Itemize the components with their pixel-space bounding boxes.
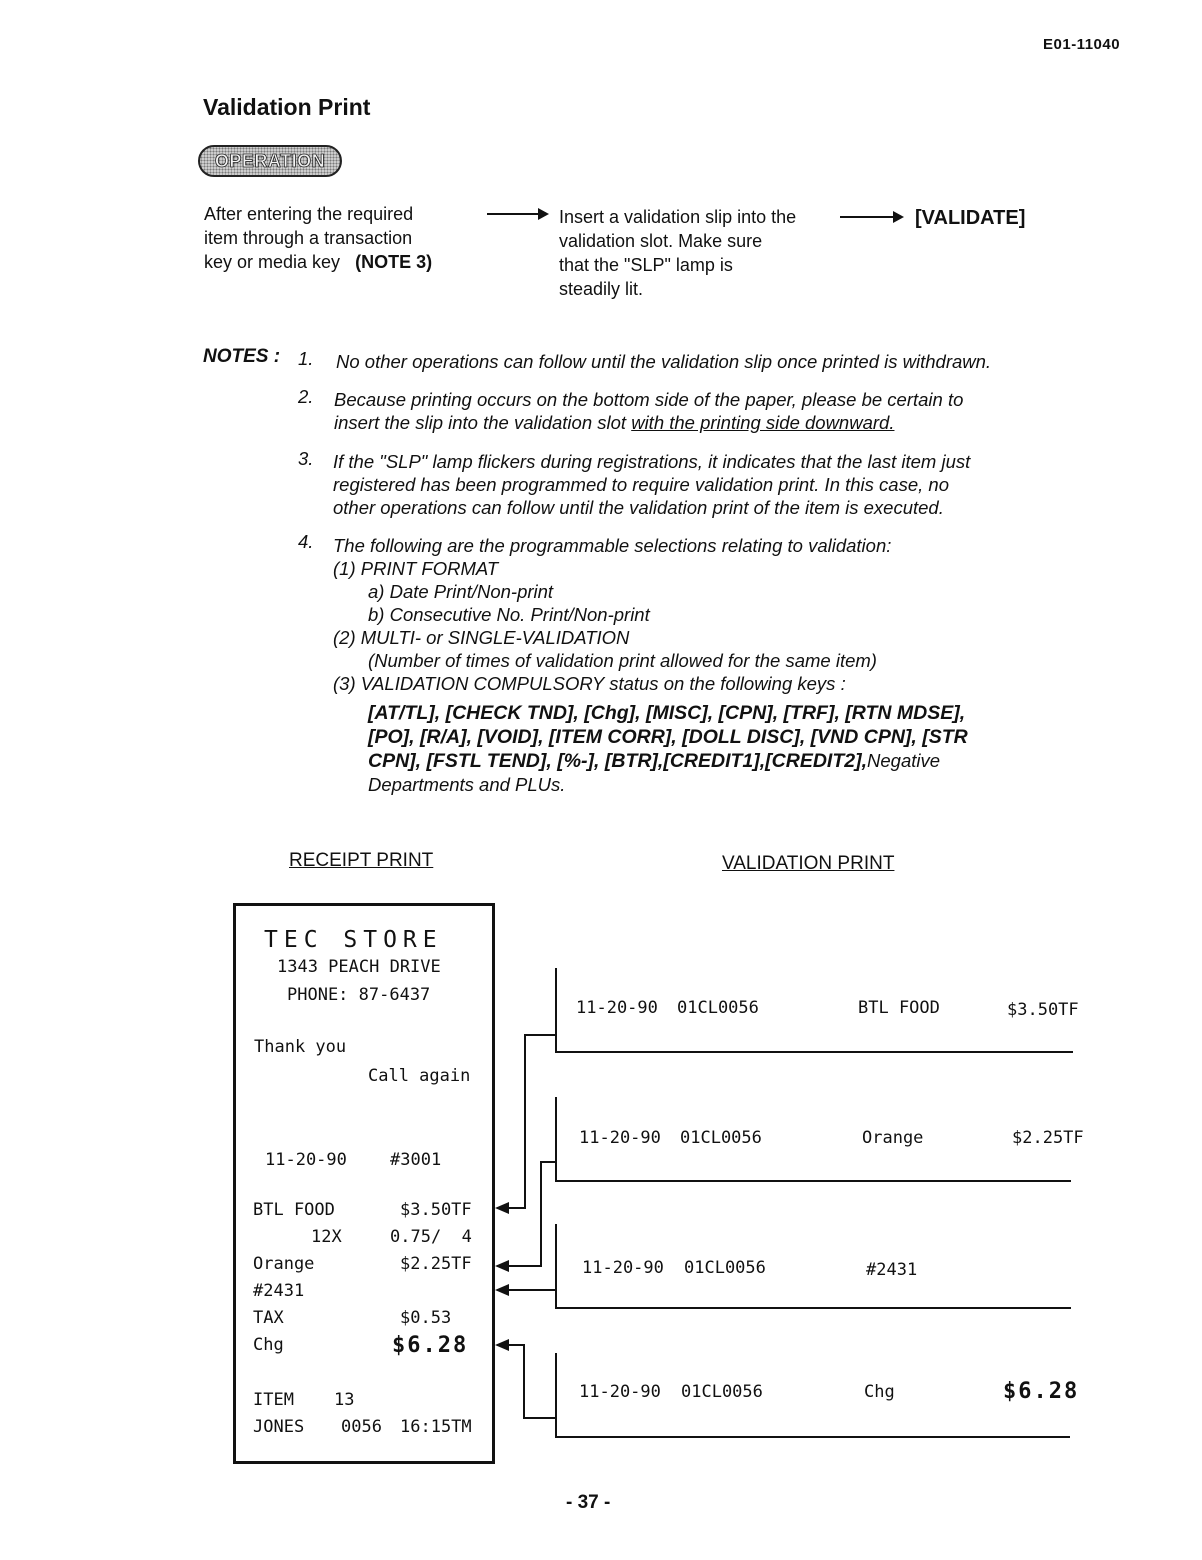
- page-number: - 37 -: [566, 1492, 611, 1513]
- receipt-call-again: Call again: [368, 1066, 471, 1086]
- validation-code: 01CL0056: [681, 1382, 763, 1402]
- note-1: No other operations can follow until the validation slip once printed is withdrawn.: [336, 351, 992, 372]
- connector-line: [497, 1345, 556, 1418]
- validation-code: 01CL0056: [680, 1128, 762, 1148]
- validation-amount: $3.50TF: [1007, 1000, 1079, 1020]
- operation-badge: OPERATION: [198, 145, 342, 177]
- arrow-head: [495, 1202, 509, 1214]
- validation-keys: [AT/TL], [CHECK TND], [Chg], [MISC], [CPN], [TRF], [RTN MDSE], [PO], [R/A], [VOID], [ITEM CORR], [DOLL DISC], [VND CPN], [STR CPN], [FSTL TEND], [%-], [BTR],[CREDIT1],[CREDIT2],Negative Departments and PLUs.: [368, 702, 968, 795]
- validate-key: [VALIDATE]: [915, 207, 1026, 229]
- receipt-tax-amount: $0.53: [400, 1308, 452, 1328]
- receipt-item-qty: 12X: [311, 1227, 342, 1247]
- validation-desc: BTL FOOD: [858, 998, 940, 1018]
- receipt-item-count: 13: [334, 1390, 355, 1410]
- note-number: 4.: [298, 531, 314, 552]
- note-2: Because printing occurs on the bottom side of the paper, please be certain to insert the slip into the validation slot with the printing side downward.: [334, 389, 964, 433]
- note-number: 1.: [298, 348, 314, 369]
- step2-line: that the "SLP" lamp is: [559, 255, 733, 275]
- arrow-head: [495, 1284, 509, 1296]
- validation-print-heading: VALIDATION PRINT: [722, 853, 895, 874]
- receipt-phone: PHONE: 87-6437: [287, 985, 431, 1005]
- receipt-item-name: #2431: [253, 1281, 305, 1301]
- receipt-time: 16:15TM: [400, 1417, 472, 1437]
- validation-amount: $2.25TF: [1012, 1128, 1084, 1148]
- page-title: Validation Print: [203, 94, 371, 120]
- arrow-head: [495, 1339, 509, 1351]
- validation-amount: $6.28: [1003, 1379, 1080, 1404]
- note-3: If the "SLP" lamp flickers during registrations, it indicates that the last item just registered has been programmed to require validation print. In this case, no other operations can follow until the validation print of the item is executed.: [333, 451, 971, 518]
- step1-line: key or media key (NOTE 3): [204, 252, 433, 272]
- step2-line: Insert a validation slip into the: [559, 207, 797, 227]
- validation-desc: Orange: [862, 1128, 924, 1148]
- step2-line: validation slot. Make sure: [559, 231, 763, 251]
- receipt-chg-label: Chg: [253, 1335, 284, 1355]
- validation-desc: #2431: [866, 1260, 918, 1280]
- receipt-item-amount: $3.50TF: [400, 1200, 472, 1220]
- validation-date: 11-20-90: [576, 998, 658, 1018]
- step2-line: steadily lit.: [559, 279, 644, 299]
- receipt-date: 11-20-90: [265, 1150, 347, 1170]
- receipt-tax-label: TAX: [253, 1308, 284, 1328]
- step1-line: After entering the required: [204, 204, 414, 224]
- receipt-cashier: JONES: [253, 1417, 305, 1437]
- receipt-address: 1343 PEACH DRIVE: [277, 957, 441, 977]
- validation-desc: Chg: [864, 1382, 895, 1402]
- step1-line: item through a transaction: [204, 228, 413, 248]
- receipt-number: #3001: [390, 1150, 442, 1170]
- step1-note: (NOTE 3): [355, 252, 433, 272]
- receipt-cashier-code: 0056: [341, 1417, 382, 1437]
- validation-date: 11-20-90: [579, 1382, 661, 1402]
- notes-label: NOTES :: [203, 346, 281, 367]
- note-4: The following are the programmable selections relating to validation: (1) PRINT FORMAT a) Date Print/Non-print b) Consecutive No. Print/Non-print (2) MULTI- or SINGLE-VALIDATION (Number of times of validation print allowed for the same item) (3) VALIDATION COMPULSORY status on the following keys :: [333, 535, 892, 694]
- receipt-chg-amount: $6.28: [392, 1333, 469, 1358]
- validation-date: 11-20-90: [579, 1128, 661, 1148]
- validation-date: 11-20-90: [582, 1258, 664, 1278]
- document-id: E01-11040: [1043, 36, 1121, 53]
- arrow-head: [495, 1260, 509, 1272]
- note-number: 2.: [298, 386, 314, 407]
- receipt-item-name: Orange: [253, 1254, 315, 1274]
- receipt-store-name: TEC STORE: [264, 927, 443, 953]
- receipt-thanks: Thank you: [254, 1037, 347, 1057]
- connector-line: [497, 1035, 556, 1208]
- validation-code: 01CL0056: [684, 1258, 766, 1278]
- receipt-item-unit-price: 0.75/ 4: [390, 1227, 472, 1247]
- receipt-print-heading: RECEIPT PRINT: [289, 850, 434, 871]
- note-number: 3.: [298, 448, 314, 469]
- receipt-item-amount: $2.25TF: [400, 1254, 472, 1274]
- receipt-item-name: BTL FOOD: [253, 1200, 335, 1220]
- validation-code: 01CL0056: [677, 998, 759, 1018]
- receipt-item-label: ITEM: [253, 1390, 294, 1410]
- connector-line: [497, 1162, 556, 1266]
- note-2-emphasis: with the printing side downward.: [631, 412, 895, 433]
